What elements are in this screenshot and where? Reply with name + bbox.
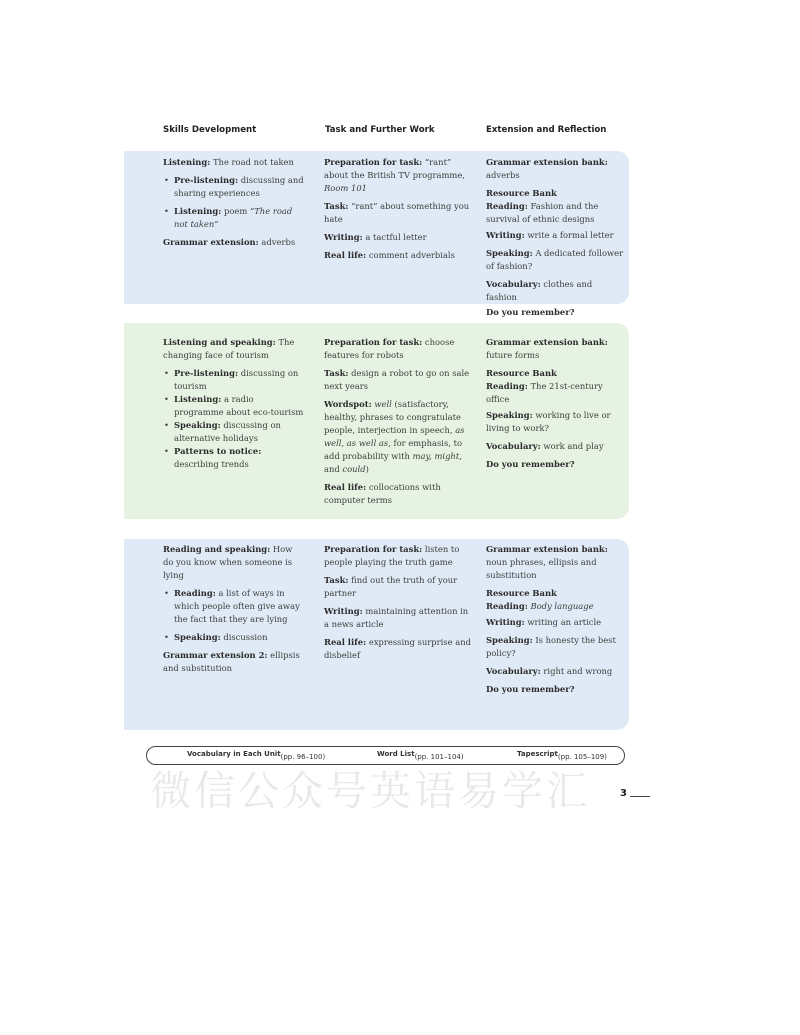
task-item: Writing: a tactful letter [324, 232, 427, 242]
task-cell-3 [324, 543, 472, 667]
grammar-extension-bank: Grammar extension bank: future forms [486, 337, 608, 360]
extension-item: Speaking: Is honesty the best policy? [486, 635, 616, 658]
list-item: • Listening: poem “The road not taken” [174, 205, 305, 231]
task-item: Task: design a robot to go on sale next years [324, 368, 470, 391]
unit-row-1 [124, 151, 629, 317]
word-list-link[interactable]: Word List (pp. 101–104) [377, 750, 464, 761]
task-cell-2 [324, 336, 472, 512]
list-item: • Listening: a radio programme about eco-tourism [174, 393, 305, 419]
resource-bank: Resource Bank Reading: Fashion and the survival of ethnic designs [486, 188, 599, 224]
task-item: Real life: collocations with computer terms [324, 482, 441, 505]
task-item: Task: find out the truth of your partner [324, 575, 458, 598]
task-item: Writing: maintaining attention in a news article [324, 606, 469, 629]
skills-grammar-extension: Grammar extension: adverbs [163, 237, 296, 247]
watermark: 微信公众号英语易学汇 [150, 767, 590, 815]
extension-item: Vocabulary: work and play [486, 441, 604, 451]
skills-grammar-extension: Grammar extension 2: ellipsis and substitution [163, 650, 300, 673]
page-number: 3 [620, 788, 627, 799]
header-task-further-work: Task and Further Work [325, 125, 435, 135]
extension-cell-2 [486, 336, 624, 476]
skills-cell-1 [163, 156, 305, 254]
vocabulary-in-each-unit-link[interactable]: Vocabulary in Each Unit (pp. 96–100) [187, 750, 326, 761]
task-item: Preparation for task: listen to people playing the truth game [324, 544, 460, 567]
task-cell-1 [324, 156, 472, 267]
skills-bullet-list [163, 174, 305, 231]
list-item: • Pre-listening: discussing on tourism [174, 367, 305, 393]
list-item: • Reading: a list of ways in which people often give away the fact that they are lying [174, 587, 305, 626]
extension-item: Writing: write a formal letter [486, 230, 614, 240]
grammar-extension-bank: Grammar extension bank: noun phrases, ellipsis and substitution [486, 544, 608, 580]
extension-vocabulary: Vocabulary: right and wrong [486, 666, 613, 676]
extension-item: Speaking: A dedicated follower of fashion? [486, 248, 624, 271]
do-you-remember: Do you remember? [486, 307, 575, 317]
skills-bullet-list [163, 367, 305, 471]
grammar-extension-bank: Grammar extension bank: adverbs [486, 157, 608, 180]
list-item: • Speaking: discussing on alternative holidays [174, 419, 305, 445]
extension-vocabulary: Vocabulary: clothes and fashion [486, 279, 593, 302]
skills-lead: Reading and speaking: How do you know when someone is lying [163, 544, 293, 580]
task-item: Real life: comment adverbials [324, 250, 455, 260]
skills-bullet-list [163, 587, 305, 644]
list-item: • Patterns to notice: describing trends [174, 445, 305, 471]
do-you-remember: Do you remember? [486, 459, 575, 469]
extension-cell-1 [486, 156, 624, 324]
skills-lead: Listening and speaking: The changing face of tourism [163, 337, 295, 360]
list-item: • Speaking: discussion [174, 631, 305, 644]
extension-cell-3 [486, 543, 624, 701]
wordspot: Wordspot: well (satisfactory, healthy, phrases to congratulate people, interjection in speech, as well, as well as, for emphasis, to add probability with may, might, and could) [324, 399, 465, 474]
resource-bank: Resource Bank Reading: Body language [486, 588, 594, 611]
unit-row-3 [124, 539, 629, 730]
column-headers [163, 125, 633, 141]
skills-cell-3 [163, 543, 305, 680]
list-item: • Pre-listening: discussing and sharing experiences [174, 174, 305, 200]
page-number-rule [630, 796, 650, 797]
skills-lead: Listening: The road not taken [163, 157, 294, 167]
task-item: Preparation for task: “rant” about the British TV programme, Room 101 [324, 157, 465, 193]
extension-item: Writing: writing an article [486, 617, 602, 627]
skills-cell-2 [163, 336, 305, 476]
extension-item: Speaking: working to live or living to work? [486, 410, 611, 433]
task-item: Task: “rant” about something you hate [324, 201, 470, 224]
header-skills-development: Skills Development [163, 125, 257, 135]
tapescript-link[interactable]: Tapescript (pp. 105–109) [517, 750, 607, 761]
do-you-remember: Do you remember? [486, 684, 575, 694]
resource-bank: Resource Bank Reading: The 21st-century office [486, 368, 603, 404]
task-item: Preparation for task: choose features for robots [324, 337, 455, 360]
header-extension-reflection: Extension and Reflection [486, 125, 607, 135]
unit-row-2 [124, 323, 629, 519]
task-item: Real life: expressing surprise and disbelief [324, 637, 471, 660]
